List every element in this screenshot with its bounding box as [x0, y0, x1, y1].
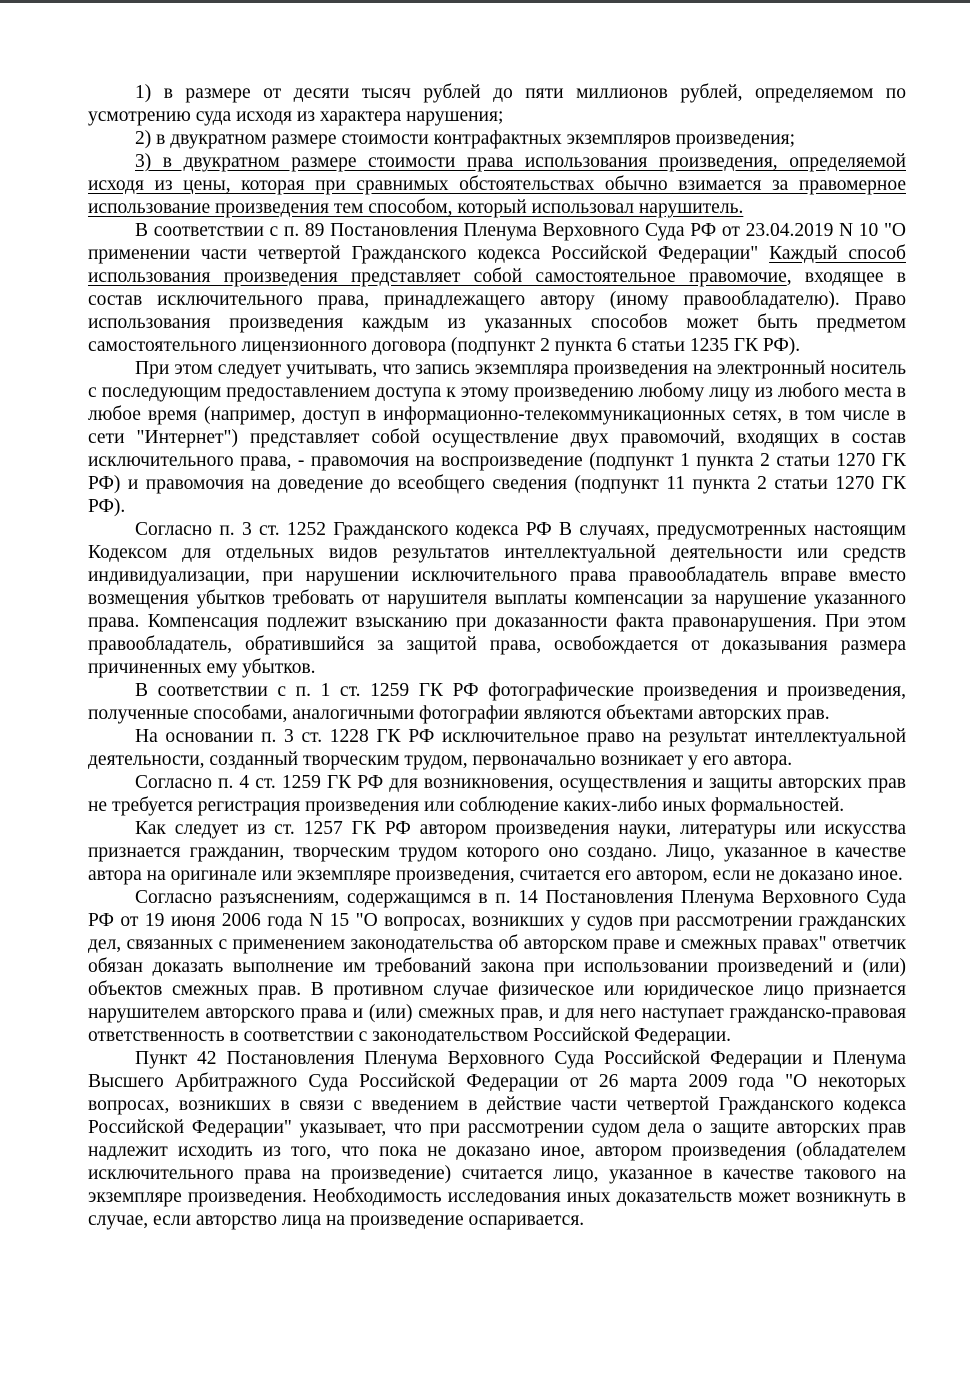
- para-plenum-14: [88, 886, 906, 1047]
- document-body: [88, 81, 906, 1231]
- text-segment: В соответствии с п. 89 Постановления Пленума Верховного Суда РФ от 23.04.2019 N 10 "О применении части четвертой Гражданского кодекса Российской Федерации": [88, 220, 906, 264]
- text-segment: В соответствии с п. 1 ст. 1259 ГК РФ фотографические произведения и произведения, полученные способами, аналогичными фотографии являются объектами авторских прав.: [88, 680, 906, 724]
- para-st-1228: [88, 725, 906, 771]
- text-segment: Согласно п. 4 ст. 1259 ГК РФ для возникновения, осуществления и защиты авторских прав не требуется регистрация произведения или соблюдение каких-либо иных формальностей.: [88, 772, 906, 816]
- text-segment: При этом следует учитывать, что запись экземпляра произведения на электронный носитель с последующим предоставлением доступа к этому произведению любому лицу из любого места в любое время (например, доступ в информационно-телекоммуникационных сетях, в том числе в сети "Интернет") представляет собой осуществление двух правомочий, входящих в состав исключительного права, - правомочия на воспроизведение (подпункт 1 пункта 2 статьи 1270 ГК РФ) и правомочия на доведение до всеобщего сведения (подпункт 11 пункта 2 статьи 1270 ГК РФ).: [88, 358, 906, 517]
- list-item-3: [88, 150, 906, 219]
- text-segment: Согласно п. 3 ст. 1252 Гражданского кодекса РФ В случаях, предусмотренных настоящим Кодексом для отдельных видов результатов интеллектуальной деятельности или средств индивидуализации, при нарушении исключительного права правообладатель вправе вместо возмещения убытков требовать от нарушителя выплаты компенсации за нарушение указанного права. Компенсация подлежит взысканию при доказанности факта правонарушения. При этом правообладатель, обратившийся за защитой права, освобождается от доказывания размера причиненных ему убытков.: [88, 519, 906, 678]
- para-st-1259-p4: [88, 771, 906, 817]
- underlined-text-segment: Каждый способ использования произведения представляет собой самостоятельное правомочие: [88, 243, 906, 287]
- para-plenum-89: [88, 219, 906, 357]
- para-st-1259-p1: [88, 679, 906, 725]
- text-segment: 1) в размере от десяти тысяч рублей до пяти миллионов рублей, определяемом по усмотрению суда исходя из характера нарушения;: [88, 82, 906, 126]
- para-st-1257: [88, 817, 906, 886]
- para-punkt-42: [88, 1047, 906, 1231]
- list-item-1: [88, 81, 906, 127]
- text-segment: Пункт 42 Постановления Пленума Верховного Суда Российской Федерации и Пленума Высшего Арбитражного Суда Российской Федерации от 26 марта 2009 года "О некоторых вопросах, возникших в связи с введением в действие части четвертой Гражданского кодекса Российской Федерации" указывает, что при рассмотрении судом дела о защите авторских прав надлежит исходить из того, что пока не доказано иное, автором произведения (обладателем исключительного права на произведение) считается лицо, указанное в качестве такового на экземпляре произведения. Необходимость исследования иных доказательств может возникнуть в случае, если авторство лица на произведение оспаривается.: [88, 1048, 906, 1230]
- text-segment: , входящее в состав исключительного права, принадлежащего автору (иному правообладателю). Право использования произведения каждым из указанных способов может быть предметом самостоятельного лицензионного договора (подпункт 2 пункта 6 статьи 1235 ГК РФ).: [88, 266, 907, 356]
- text-segment: 2) в двукратном размере стоимости контрафактных экземпляров произведения;: [135, 128, 796, 149]
- para-st-1252: [88, 518, 906, 679]
- list-item-2: [88, 127, 906, 150]
- text-segment: Согласно разъяснениям, содержащимся в п. 14 Постановления Пленума Верховного Суда РФ от 19 июня 2006 года N 15 "О вопросах, возникших у судов при рассмотрении гражданских дел, связанных с применением законодательства об авторском праве и смежных правах" ответчик обязан доказать выполнение им требований закона при использовании произведений и (или) объектов смежных прав. В противном случае физическое или юридическое лицо признается нарушителем авторского права и (или) смежных прав, и для него наступает гражданско-правовая ответственность в соответствии с законодательством Российской Федерации.: [88, 887, 906, 1046]
- underlined-text-segment: 3) в двукратном размере стоимости права использования произведения, определяемой исходя из цены, которая при сравнимых обстоятельствах обычно взимается за правомерное использование произведения тем способом, который использовал нарушитель.: [88, 151, 906, 218]
- text-segment: Как следует из ст. 1257 ГК РФ автором произведения науки, литературы или искусства признается гражданин, творческим трудом которого оно создано. Лицо, указанное в качестве автора на оригинале или экземпляре произведения, считается его автором, если не доказано иное.: [88, 818, 906, 885]
- text-segment: На основании п. 3 ст. 1228 ГК РФ исключительное право на результат интеллектуальной деятельности, созданный творческим трудом, первоначально возникает у его автора.: [88, 726, 906, 770]
- para-electronic-record: [88, 357, 906, 518]
- window-top-border: [0, 0, 970, 3]
